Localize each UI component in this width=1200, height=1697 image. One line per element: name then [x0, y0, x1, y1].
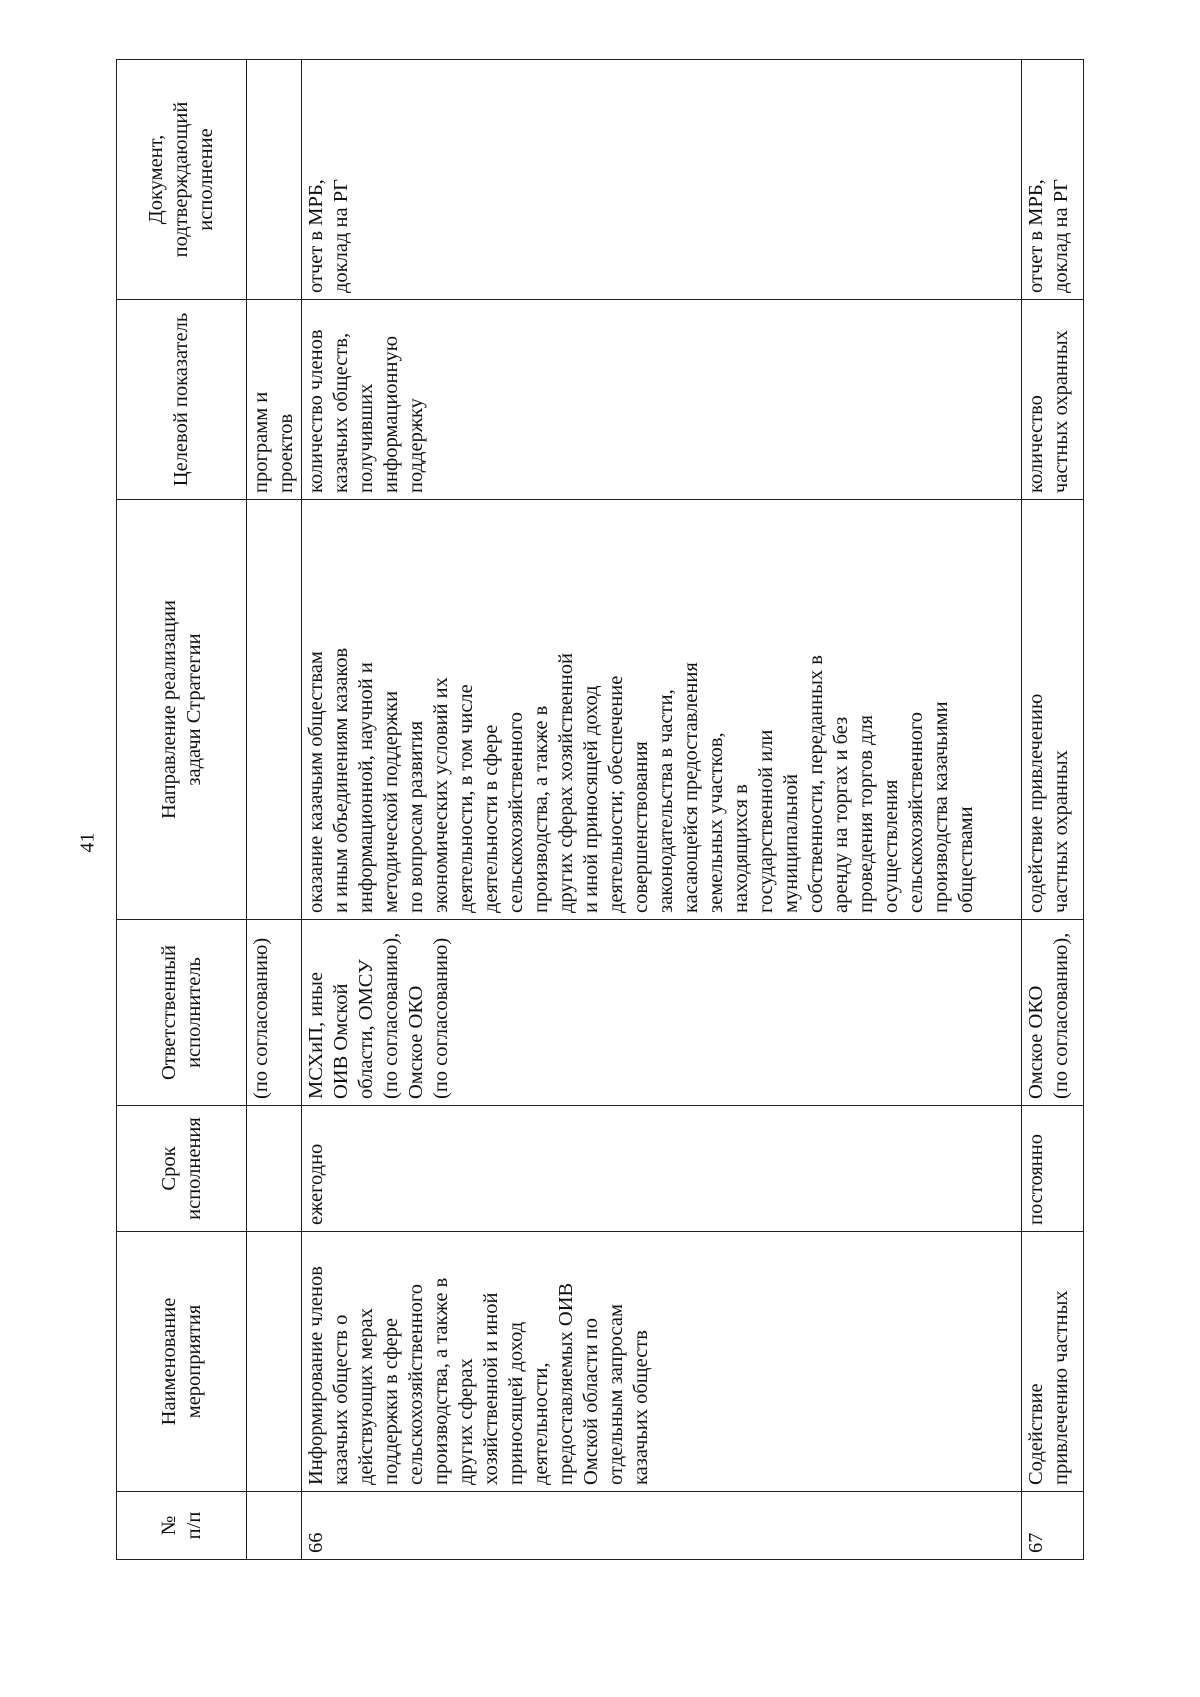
activities-table [116, 59, 1084, 1560]
cell-num [247, 1492, 302, 1560]
header-term: Срок исполнения [117, 1106, 247, 1232]
cell-direction: содействие привлечению частных охранных [1022, 500, 1084, 920]
header-num: № п/п [117, 1492, 247, 1560]
cell-direction: оказание казачьим обществам и иным объединениям казаков информационной, научной и методической поддержки по вопросам развития экономических условий их деятельности, в том числе деятельности в сфере сельскохозяйственного производства, а также в других сферах хозяйственной и иной приносящей доход деятельности; обеспечение совершенствования законодательства в части, касающейся предоставления земельных участков, находящихся в государственной или муниципальной собственности, переданных в аренду на торгах и без проведения торгов для осуществления сельскохозяйственного производства казачьими обществами [302, 500, 1022, 920]
header-direction: Направление реализации задачи Стратегии [117, 500, 247, 920]
table-row-continuation [247, 60, 302, 1560]
cell-num: 66 [302, 1492, 1022, 1560]
header-document: Документ, подтверждающий исполнение [117, 60, 247, 300]
cell-term: ежегодно [302, 1106, 1022, 1232]
cell-name: Содействие привлечению частных [1022, 1232, 1084, 1492]
cell-direction [247, 500, 302, 920]
table-row-66 [302, 60, 1022, 1560]
cell-responsible: Омское ОКО (по согласованию), [1022, 920, 1084, 1106]
header-name: Наименование мероприятия [117, 1232, 247, 1492]
cell-document: отчет в МРБ, доклад на РГ [1022, 60, 1084, 300]
cell-target: количество членов казачьих обществ, получивших информационную поддержку [302, 300, 1022, 500]
cell-target: программ и проектов [247, 300, 302, 500]
header-responsible: Ответственный исполнитель [117, 920, 247, 1106]
cell-name: Информирование членов казачьих обществ о действующих мерах поддержки в сфере сельскохозяйственного производства, а также в других сферах хозяйственной и иной приносящей доход деятельности, предоставляемых ОИВ Омской области по отдельным запросам казачьих обществ [302, 1232, 1022, 1492]
cell-responsible: МСХиП, иные ОИВ Омской области, ОМСУ (по согласованию), Омское ОКО (по согласованию) [302, 920, 1022, 1106]
cell-term [247, 1106, 302, 1232]
cell-target: количество частных охранных [1022, 300, 1084, 500]
cell-document [247, 60, 302, 300]
page-number: 41 [76, 832, 99, 852]
cell-document: отчет в МРБ, доклад на РГ [302, 60, 1022, 300]
cell-responsible: (по согласованию) [247, 920, 302, 1106]
table-row-67 [1022, 60, 1084, 1560]
cell-name [247, 1232, 302, 1492]
rotated-table-wrapper [116, 60, 1078, 1560]
header-target: Целевой показатель [117, 300, 247, 500]
table-header-row [117, 60, 247, 1560]
cell-num: 67 [1022, 1492, 1084, 1560]
cell-term: постоянно [1022, 1106, 1084, 1232]
